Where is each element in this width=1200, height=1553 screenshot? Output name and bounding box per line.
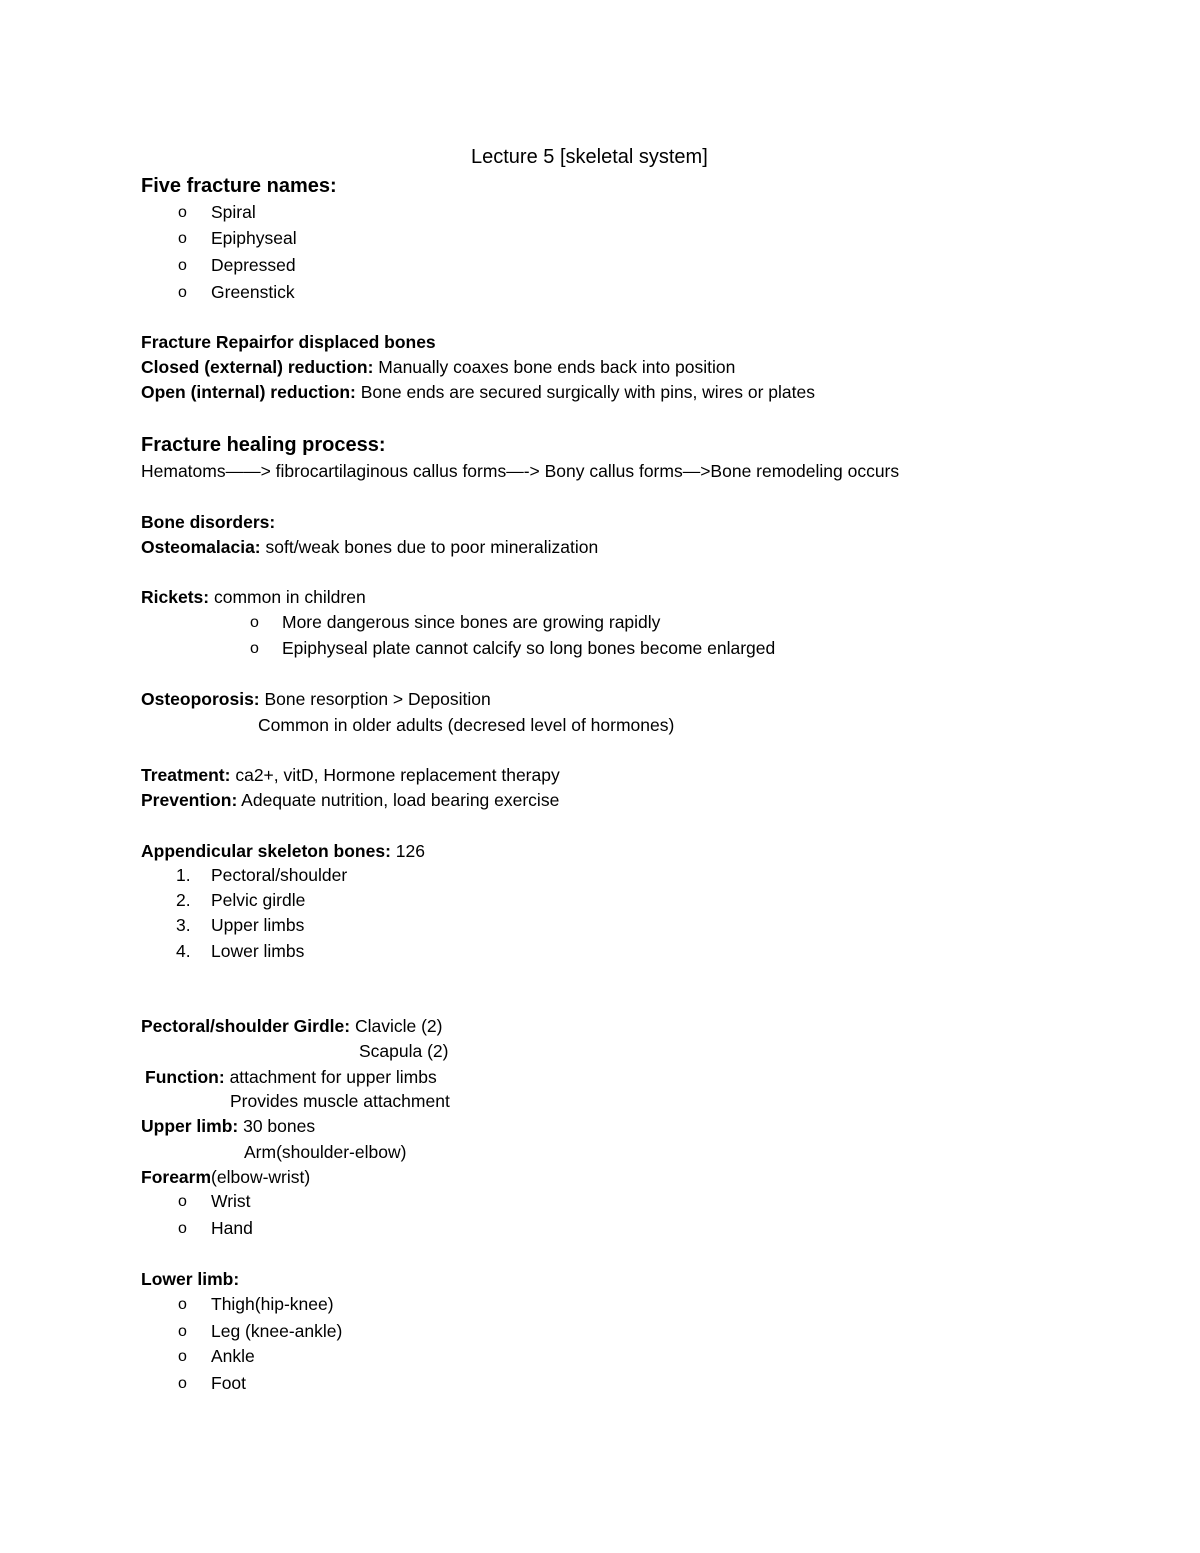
pectoral-line — [141, 1015, 442, 1037]
pectoral-text-2: Scapula (2) — [359, 1041, 449, 1061]
list-item: Thigh(hip-knee) — [211, 1294, 334, 1314]
forearm-line — [141, 1166, 310, 1188]
osteoporosis-line — [141, 688, 491, 710]
bullet: o — [178, 1296, 187, 1313]
list-item: Foot — [211, 1373, 247, 1393]
osteomalacia-label: Osteomalacia: — [141, 537, 261, 557]
list-item: Pectoral/shoulder — [211, 865, 348, 885]
list-item: More dangerous since bones are growing rapidly — [282, 612, 661, 632]
bullet: o — [178, 1348, 187, 1365]
open-reduction-label: Open (internal) reduction: — [141, 382, 356, 402]
list-item: Hand — [211, 1218, 253, 1238]
bullet: o — [250, 614, 259, 631]
osteoporosis-label: Osteoporosis: — [141, 689, 260, 709]
rickets-label: Rickets: — [141, 587, 210, 607]
list-item: Greenstick — [211, 282, 295, 302]
list-item: Epiphyseal — [211, 228, 297, 248]
pectoral-text: Clavicle (2) — [350, 1016, 443, 1036]
page-title: Lecture 5 [skeletal system] — [471, 146, 708, 168]
list-item: Epiphyseal plate cannot calcify so long bones become enlarged — [282, 638, 776, 658]
list-number: 1. — [176, 865, 191, 885]
treatment-text: ca2+, vitD, Hormone replacement therapy — [230, 765, 560, 785]
appendicular-count: 126 — [390, 841, 425, 861]
appendicular-line — [141, 840, 425, 862]
forearm-text: (elbow-wrist) — [211, 1167, 311, 1187]
fracture-names-heading: Five fracture names: — [141, 175, 337, 197]
list-item: Upper limbs — [211, 915, 305, 935]
osteomalacia-text: soft/weak bones due to poor mineralization — [260, 537, 599, 557]
list-item: Pelvic girdle — [211, 890, 306, 910]
pectoral-label: Pectoral/shoulder Girdle: — [141, 1016, 351, 1036]
list-item: Wrist — [211, 1191, 251, 1211]
list-number: 3. — [176, 915, 191, 935]
closed-reduction-text: Manually coaxes bone ends back into position — [373, 357, 736, 377]
list-item: Spiral — [211, 202, 256, 222]
prevention-line — [141, 789, 559, 811]
bullet: o — [178, 1323, 187, 1340]
rickets-text: common in children — [209, 587, 366, 607]
closed-reduction-label: Closed (external) reduction: — [141, 357, 374, 377]
function-text-2: Provides muscle attachment — [230, 1091, 450, 1111]
upper-limb-text: 30 bones — [238, 1116, 316, 1136]
forearm-label: Forearm — [141, 1167, 212, 1187]
treatment-label: Treatment: — [141, 765, 231, 785]
treatment-line — [141, 764, 560, 786]
healing-heading: Fracture healing process: — [141, 434, 386, 456]
function-line — [145, 1066, 437, 1088]
list-item: Lower limbs — [211, 941, 305, 961]
function-text: attachment for upper limbs — [224, 1067, 437, 1087]
bullet: o — [178, 1220, 187, 1237]
list-item: Depressed — [211, 255, 296, 275]
bullet: o — [178, 1193, 187, 1210]
bullet: o — [250, 640, 259, 657]
bone-disorders-heading: Bone disorders: — [141, 512, 276, 532]
lower-limb-heading: Lower limb: — [141, 1269, 240, 1289]
healing-text: Hematoms——> fibrocartilaginous callus forms—-> Bony callus forms—>Bone remodeling occurs — [141, 461, 900, 481]
open-reduction-line — [141, 381, 815, 403]
bullet: o — [178, 230, 187, 247]
appendicular-label: Appendicular skeleton bones: — [141, 841, 391, 861]
rickets-line — [141, 586, 366, 608]
bullet: o — [178, 284, 187, 301]
osteoporosis-note: Common in older adults (decresed level of hormones) — [258, 715, 675, 735]
list-number: 4. — [176, 941, 191, 961]
list-item: Ankle — [211, 1346, 255, 1366]
closed-reduction-line — [141, 356, 735, 378]
fracture-repair-heading: Fracture Repairfor displaced bones — [141, 332, 436, 352]
arm-text: Arm(shoulder-elbow) — [244, 1142, 407, 1162]
bullet: o — [178, 1375, 187, 1392]
upper-limb-line — [141, 1115, 315, 1137]
list-item: Leg (knee-ankle) — [211, 1321, 343, 1341]
osteoporosis-text: Bone resorption > Deposition — [259, 689, 491, 709]
upper-limb-label: Upper limb: — [141, 1116, 239, 1136]
function-label: Function: — [145, 1067, 225, 1087]
prevention-label: Prevention: — [141, 790, 238, 810]
list-number: 2. — [176, 890, 191, 910]
bullet: o — [178, 257, 187, 274]
osteomalacia-line — [141, 536, 598, 558]
prevention-text: Adequate nutrition, load bearing exercise — [237, 790, 560, 810]
open-reduction-text: Bone ends are secured surgically with pins, wires or plates — [355, 382, 815, 402]
bullet: o — [178, 204, 187, 221]
